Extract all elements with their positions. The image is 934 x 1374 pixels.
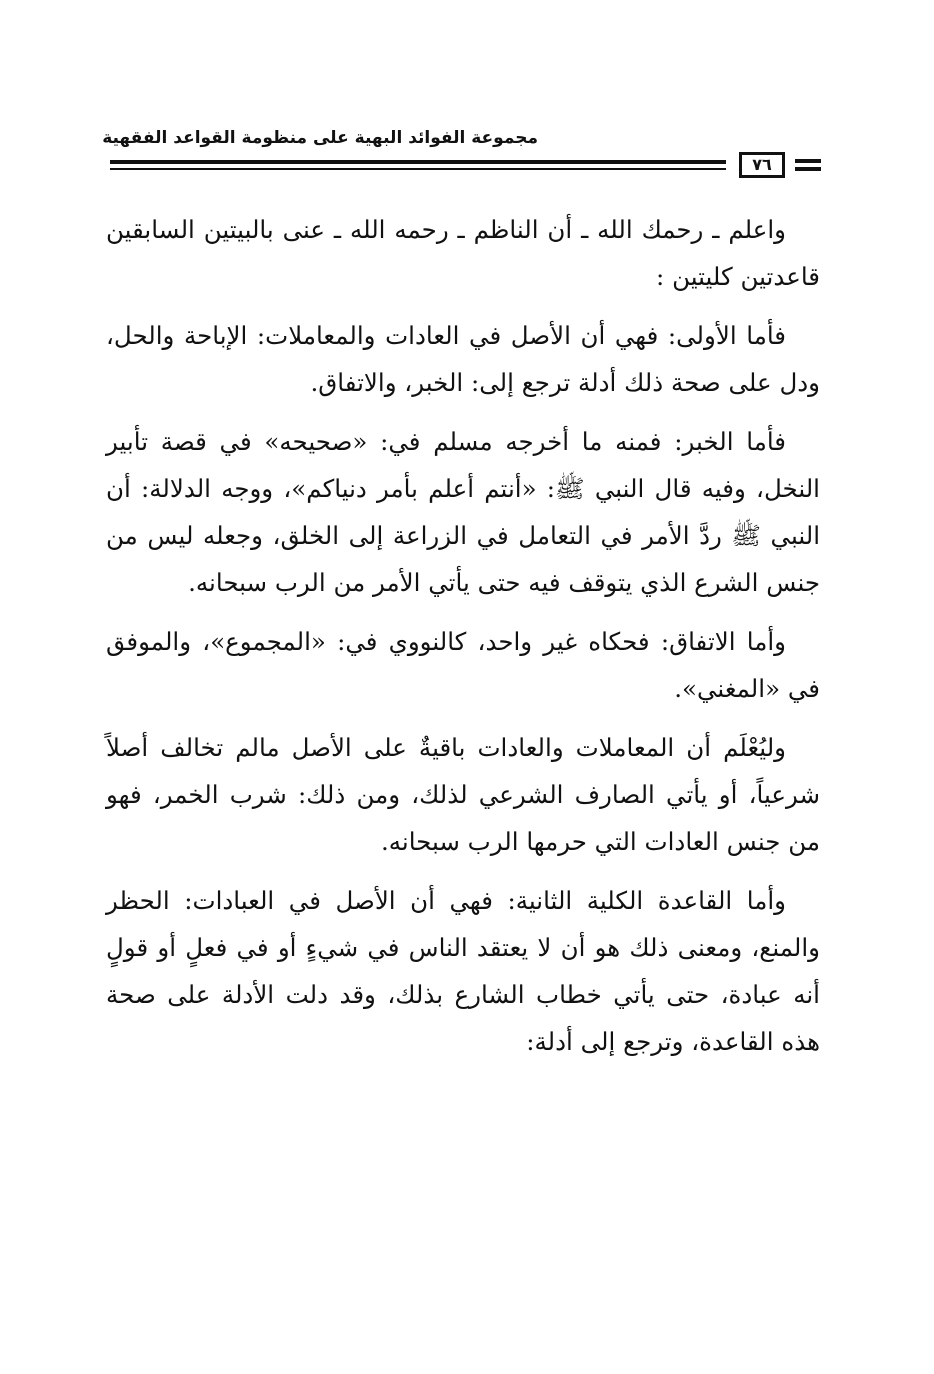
- page-number-dash-bottom: [795, 167, 821, 171]
- page-number-dash-top: [795, 159, 821, 163]
- page-number: ٧٦: [739, 152, 785, 178]
- paragraph: وأما الاتفاق: فحكاه غير واحد، كالنووي في: «المجموع»، والموفق في «المغني».: [106, 627, 820, 703]
- paragraph: وأما القاعدة الكلية الثانية: فهي أن الأصل في العبادات: الحظر والمنع، ومعنى ذلك هو أن لا يعتقد الناس في شيءٍ أو في فعلٍ أو قولٍ أنه عبادة، حتى يأتي خطاب الشارع بذلك، وقد دلت الأدلة على صحة هذه القاعدة، وترجع إلى أدلة:: [106, 886, 820, 1056]
- paragraph: فأما الخبر: فمنه ما أخرجه مسلم في: «صحيحه» في قصة تأبير النخل، وفيه قال النبي ﷺ: «أنتم أعلم بأمر دنياكم»، ووجه الدلالة: أن النبي ﷺ ردَّ الأمر في التعامل في الزراعة إلى الخلق، وجعله ليس من جنس الشرع الذي يتوقف فيه حتى يأتي الأمر من الرب سبحانه.: [106, 427, 820, 597]
- header-rule-thin: [110, 168, 726, 170]
- body-text: [106, 206, 820, 1077]
- paragraph: واعلم ـ رحمك الله ـ أن الناظم ـ رحمه الله ـ عنى بالبيتين السابقين قاعدتين كليتين :: [106, 215, 820, 291]
- paragraph: فأما الأولى: فهي أن الأصل في العادات والمعاملات: الإباحة والحل، ودل على صحة ذلك أدلة ترجع إلى: الخبر، والاتفاق.: [106, 321, 820, 397]
- header-rule-thick: [110, 160, 726, 164]
- running-title: مجموعة الفوائد البهية على منظومة القواعد الفقهية: [102, 128, 538, 148]
- paragraph: وليُعْلَم أن المعاملات والعادات باقيةٌ على الأصل مالم تخالف أصلاً شرعياً، أو يأتي الصارف الشرعي لذلك، ومن ذلك: شرب الخمر، فهو من جنس العادات التي حرمها الرب سبحانه.: [106, 733, 820, 856]
